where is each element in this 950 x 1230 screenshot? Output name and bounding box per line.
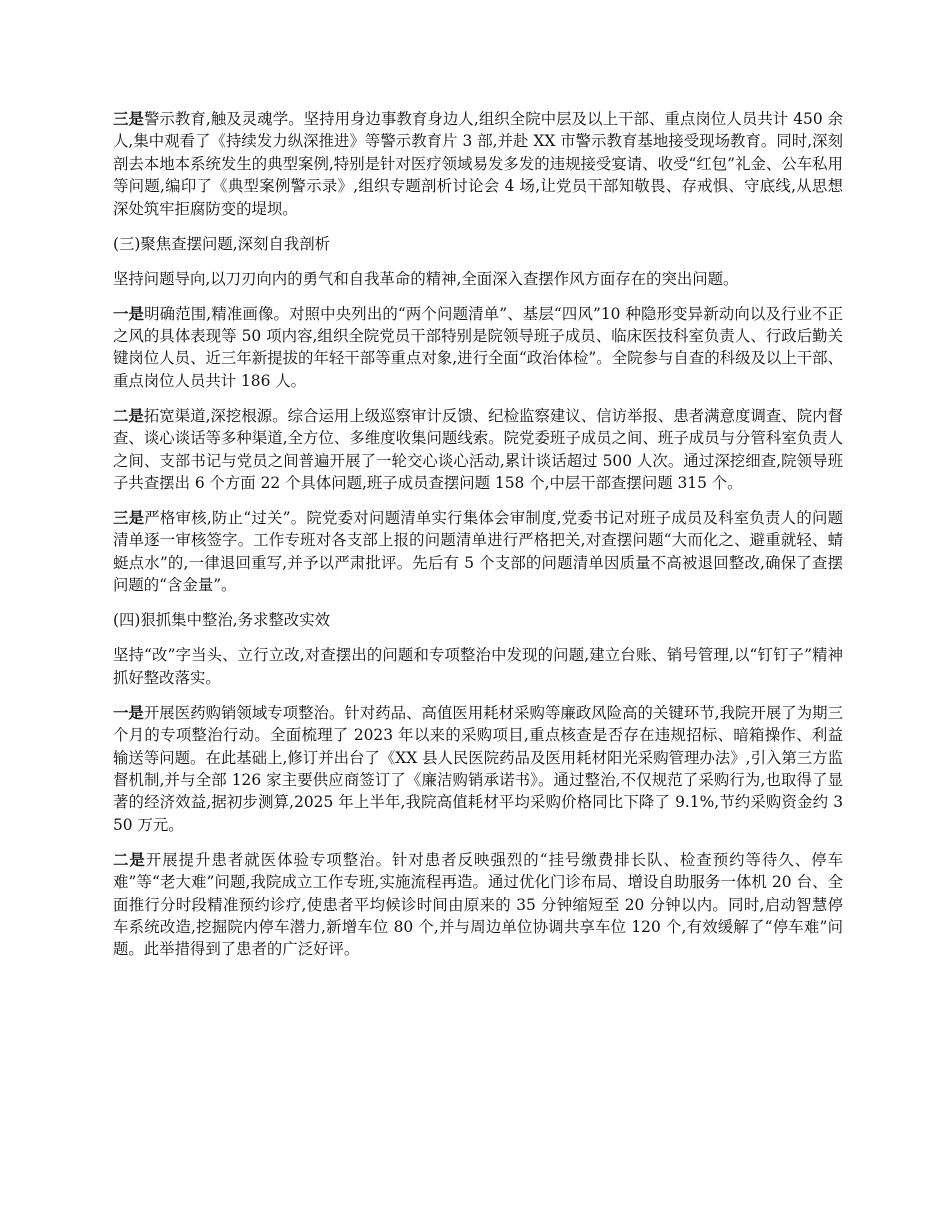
paragraph-intro-4: 坚持“改”字当头、立行立改,对查摆出的问题和专项整治中发现的问题,建立台账、销号管理,以“钉钉子”精神抓好整改落实。 [113, 646, 843, 687]
paragraph-text: 开展医药购销领域专项整治。针对药品、高值医用耗材采购等廉政风险高的关键环节,我院开展了为期三个月的专项整治行动。全面梳理了 2023 年以来的采购项目,重点核查是否存在违规招标、暗箱操作、利益输送等问题。在此基础上,修订并出台了《XX 县人民医院药品及医用耗材阳光采购管理办法》,引入第三方监督机制,并与全部 126 家主要供应商签订了《廉洁购销承诺书》。通过整治,不仅规范了采购行为,也取得了显著的经济效益,据初步测算,2025 年上半年,我院高值耗材平均采购价格同比下降了 9.1%,节约采购资金约 350 万元。 [113, 703, 843, 834]
paragraph-lead: 三是 [113, 110, 144, 128]
paragraph-text: 严格审核,防止“过关”。院党委对问题清单实行集体会审制度,党委书记对班子成员及科室负责人的问题清单逐一审核签字。工作专班对各支部上报的问题清单进行严格把关,对查摆问题“大而化之、避重就轻、蜻蜓点水”的,一律退回重写,并予以严肃批评。先后有 5 个支部的问题清单因质量不高被退回整改,确保了查摆问题的“含金量”。 [113, 509, 843, 595]
paragraph-lead: 二是 [113, 850, 146, 869]
paragraph-warning-education [113, 108, 843, 220]
paragraph-channels [113, 405, 843, 495]
paragraph-text: 警示教育,触及灵魂学。坚持用身边事教育身边人,组织全院中层及以上干部、重点岗位人员共计 450 余人,集中观看了《持续发力纵深推进》等警示教育片 3 部,并赴 XX 市警示教育基地接受现场教育。同时,深刻剖去本地本系统发生的典型案例,特别是针对医疗领域易发多发的违规接受宴请、收受“红包”礼金、公车私用等问题,编印了《典型案例警示录》,组织专题剖析讨论会 4 场,让党员干部知敬畏、存戒惧、守底线,从思想深处筑牢拒腐防变的堤坝。 [113, 110, 843, 218]
paragraph-text: 明确范围,精准画像。对照中央列出的“两个问题清单”、基层“四风”10 种隐形变异新动向以及行业不正之风的具体表现等 50 项内容,组织全院党员干部特别是院领导班子成员、临床医技科室负责人、行政后勤关键岗位人员、近三年新提拔的年轻干部等重点对象,进行全面“政治体检”。全院参与自查的科级及以上干部、重点岗位人员共计 186 人。 [113, 304, 843, 390]
paragraph-intro-3: 坚持问题导向,以刀刃向内的勇气和自我革命的精神,全面深入查摆作风方面存在的突出问题。 [113, 269, 739, 288]
section-heading-4: (四)狠抓集中整治,务求整改实效 [113, 611, 330, 630]
paragraph-lead: 一是 [113, 304, 145, 323]
paragraph-scope [113, 303, 843, 393]
paragraph-text: 开展提升患者就医体验专项整治。针对患者反映强烈的“挂号缴费排长队、检查预约等待久、停车难”等“老大难”问题,我院成立工作专班,实施流程再造。通过优化门诊布局、增设自助服务一体机 20 台、全面推行分时段精准预约诊疗,使患者平均候诊时间由原来的 35 分钟缩短至 20 分钟以内。同时,启动智慧停车系统改造,挖掘院内停车潜力,新增车位 80 个,并与周边单位协调共享车位 120 个,有效缓解了“停车难”问题。此举措得到了患者的广泛好评。 [113, 850, 843, 959]
paragraph-patient-experience [113, 849, 843, 961]
paragraph-lead: 三是 [113, 509, 145, 528]
paragraph-procurement [113, 702, 843, 836]
section-heading-3: (三)聚焦查摆问题,深刻自我剖析 [113, 234, 330, 253]
paragraph-lead: 一是 [113, 703, 144, 722]
document-page [113, 108, 843, 973]
paragraph-review [113, 507, 843, 597]
paragraph-lead: 二是 [113, 406, 144, 425]
paragraph-text: 拓宽渠道,深挖根源。综合运用上级巡察审计反馈、纪检监察建议、信访举报、患者满意度调查、院内督查、谈心谈话等多种渠道,全方位、多维度收集问题线索。院党委班子成员之间、班子成员与分管科室负责人之间、支部书记与党员之间普遍开展了一轮交心谈心活动,累计谈话超过 500 人次。通过深挖细查,院领导班子共查摆出 6 个方面 22 个具体问题,班子成员查摆问题 158 个,中层干部查摆问题 315 个。 [113, 406, 843, 493]
